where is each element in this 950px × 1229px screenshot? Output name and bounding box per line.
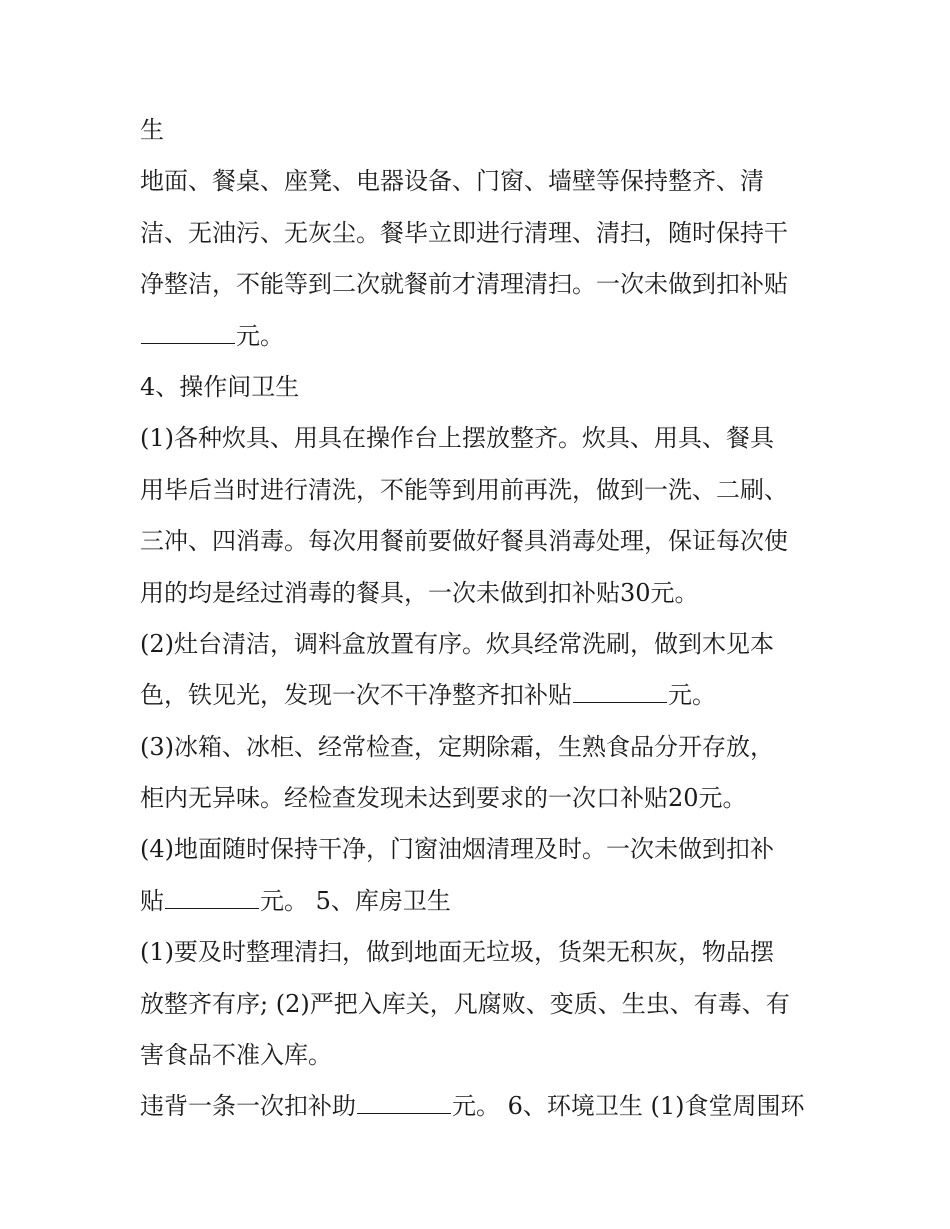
text-line-with-blank bbox=[140, 670, 830, 721]
line-text-after: 元。 bbox=[236, 321, 284, 350]
text-line: 害食品不准入库。 bbox=[140, 1041, 332, 1070]
document-body bbox=[140, 105, 830, 1133]
text-line: 柜内无异味。经检查发现未达到要求的一次口补贴20元。 bbox=[140, 784, 747, 813]
section-heading: 4、操作间卫生 bbox=[140, 372, 300, 401]
line-text-before: 贴 bbox=[140, 886, 164, 915]
line-text-after: 元。 6、环境卫生 (1)食堂周围环 bbox=[452, 1092, 805, 1121]
fill-in-blank bbox=[573, 682, 667, 703]
fill-in-blank bbox=[165, 888, 259, 909]
text-line: 洁、无油污、无灰尘。餐毕立即进行清理、清扫，随时保持干 bbox=[140, 218, 788, 247]
text-line: (3)冰箱、冰柜、经常检查，定期除霜，生熟食品分开存放， bbox=[140, 732, 774, 761]
line-text-after: 元。 5、库房卫生 bbox=[260, 886, 451, 915]
text-line: 放整齐有序; (2)严把入库关，凡腐败、变质、生虫、有毒、有 bbox=[140, 989, 790, 1018]
text-line: (2)灶台清洁，调料盒放置有序。炊具经常洗刷，做到木见本 bbox=[140, 629, 774, 658]
fill-in-blank bbox=[141, 323, 235, 344]
line-text-after: 元。 bbox=[668, 681, 716, 710]
text-line: 用的均是经过消毒的餐具，一次未做到扣补贴30元。 bbox=[140, 578, 699, 607]
text-line-with-blank bbox=[140, 876, 830, 927]
line-text-before: 色，铁见光，发现一次不干净整齐扣补贴 bbox=[140, 681, 572, 710]
text-line: 生 bbox=[140, 116, 164, 144]
text-line: 用毕后当时进行清洗，不能等到用前再洗，做到一洗、二刷、 bbox=[140, 475, 788, 504]
text-line-with-blank bbox=[140, 311, 830, 362]
text-line: 净整洁，不能等到二次就餐前才清理清扫。一次未做到扣补贴 bbox=[140, 270, 788, 299]
line-text-before: 违背一条一次扣补助 bbox=[140, 1092, 356, 1121]
text-line-with-blank bbox=[140, 1081, 830, 1132]
text-line: (1)要及时整理清扫，做到地面无垃圾，货架无积灰，物品摆 bbox=[140, 938, 774, 967]
text-line: (1)各种炊具、用具在操作台上摆放整齐。炊具、用具、餐具 bbox=[140, 424, 774, 453]
text-line: 三冲、四消毒。每次用餐前要做好餐具消毒处理，保证每次使 bbox=[140, 527, 788, 556]
text-line: 地面、餐桌、座凳、电器设备、门窗、墙壁等保持整齐、清 bbox=[140, 167, 764, 196]
fill-in-blank bbox=[357, 1093, 451, 1114]
text-line: (4)地面随时保持干净，门窗油烟清理及时。一次未做到扣补 bbox=[140, 835, 774, 864]
